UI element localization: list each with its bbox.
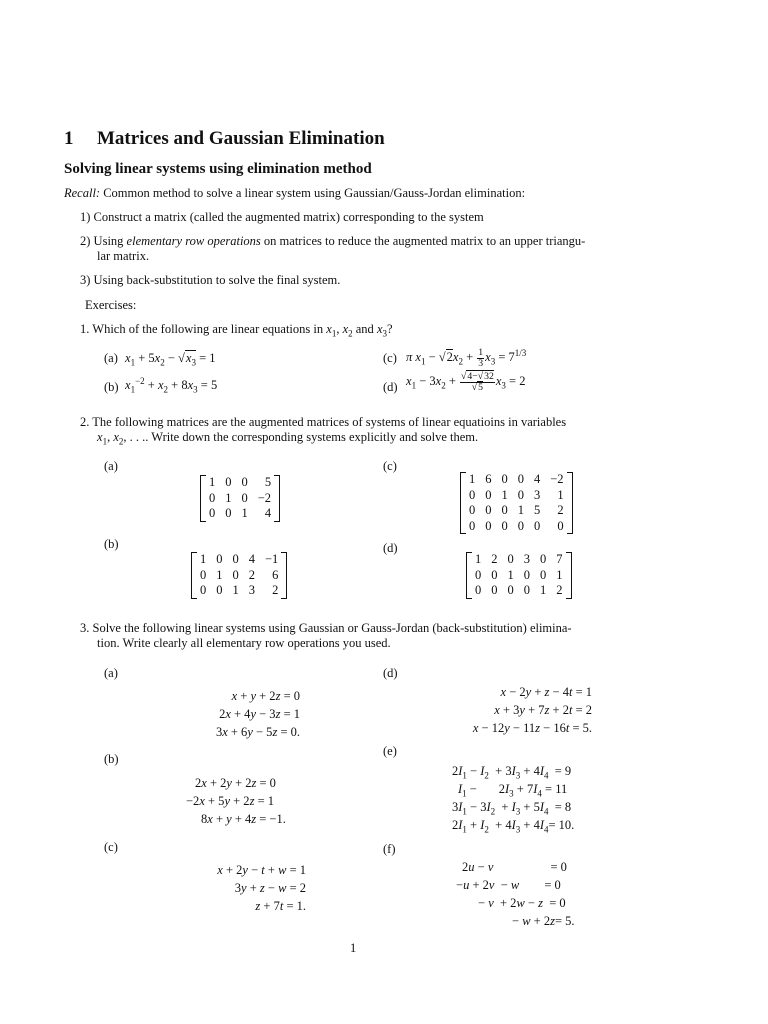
- step-2: 2) Using elementary row operations on matrices to reduce the augmented matrix to an upper triangu-: [80, 234, 586, 248]
- exercise-3-c-label: (c): [104, 840, 118, 854]
- matrix-entry: 0: [501, 503, 508, 517]
- exercise-2-prompt: 2. The following matrices are the augmented matrices of systems of linear equatioins in variables: [80, 415, 567, 429]
- matrix-entry: 0: [491, 567, 498, 582]
- matrix-entry: 0: [517, 518, 524, 533]
- matrix-entry: 0: [501, 518, 508, 533]
- matrix-entry: 0: [475, 583, 482, 597]
- step-2-emphasis: elementary row operations: [126, 234, 261, 248]
- step-3: 3) Using back-substitution to solve the final system.: [80, 273, 341, 287]
- matrix-entry: 0: [200, 583, 207, 597]
- matrix-2c: [460, 472, 573, 534]
- matrix-entry: 1: [209, 475, 216, 489]
- exercise-2-c-label: (c): [383, 459, 397, 473]
- matrix-entry: 3: [534, 487, 541, 502]
- matrix-entry: 0: [216, 552, 223, 566]
- matrix-entry: 1: [557, 487, 564, 502]
- matrix-entry: 5: [264, 475, 272, 489]
- recall-paragraph: [64, 186, 525, 201]
- exercise-1-d-label: (d): [383, 380, 398, 394]
- matrix-entry: 7: [556, 552, 563, 566]
- matrix-entry: 0: [517, 472, 524, 486]
- matrix-entry: 0: [241, 475, 248, 489]
- matrix-entry: 1: [517, 503, 524, 517]
- exercise-3-b-label: (b): [104, 752, 119, 766]
- matrix-entry: 1: [200, 552, 207, 566]
- matrix-entry: 6: [272, 567, 279, 582]
- matrix-2d: [466, 552, 572, 599]
- matrix-entry: 3: [248, 583, 255, 597]
- system-3a: x + y + 2z = 0 2x + 4y − 3z = 1 3x + 6y − 5z = 0.: [215, 689, 300, 739]
- matrix-entry: 0: [540, 567, 547, 582]
- system-3d: x − 2y + z − 4t = 1 x + 3y + 7z + 2t = 2 x − 12y − 11z − 16t = 5.: [472, 685, 592, 735]
- matrix-entry: 6: [485, 472, 492, 486]
- matrix-entry: 4: [264, 506, 272, 520]
- matrix-entry: 5: [534, 503, 541, 517]
- system-3f: 2u − v = 0 −u + 2v − w = 0 − v + 2w − z = 0 − w + 2z= 5.: [456, 860, 575, 928]
- matrix-entry: 0: [469, 487, 476, 502]
- exercise-1-b-label: (b): [104, 380, 119, 394]
- matrix-entry: −2: [257, 490, 272, 505]
- matrix-entry: 0: [507, 552, 514, 566]
- matrix-entry: 0: [225, 506, 232, 520]
- exercise-1-c-equation: π $x_1 - √2x_2$ + $\frac{1}{3}$ $x_3 = 7^{1/3}$: [406, 347, 527, 369]
- matrix-entry: 0: [209, 506, 216, 520]
- matrix-2b: [191, 552, 287, 599]
- exercise-1-c-label: (c): [383, 351, 397, 365]
- section-title: Matrices and Gaussian Elimination: [97, 128, 385, 149]
- matrix-entry: 1: [507, 567, 514, 582]
- recall-text: Common method to solve a linear system using Gaussian/Gauss-Jordan elimination:: [103, 186, 526, 200]
- matrix-entry: 1: [556, 567, 563, 582]
- exercise-3-d-label: (d): [383, 666, 398, 680]
- matrix-entry: 0: [523, 567, 530, 582]
- section-number: 1: [64, 128, 74, 149]
- matrix-entry: 0: [491, 583, 498, 597]
- matrix-entry: 0: [232, 552, 239, 566]
- matrix-entry: 0: [507, 583, 514, 597]
- matrix-entry: 0: [517, 487, 524, 502]
- exercise-2-d-label: (d): [383, 541, 398, 555]
- matrix-entry: 0: [557, 518, 564, 533]
- matrix-entry: −2: [550, 472, 564, 486]
- exercise-1-prompt: 1. Which of the following are linear equations in $x_1$, $x_2$ and $x_3$?: [80, 322, 393, 339]
- system-3b: 2x + 2y + 2z = 0 −2x + 5y + 2z = 1 8x + y + 4z = −1.: [186, 776, 286, 826]
- step-2-continuation: lar matrix.: [97, 249, 150, 263]
- matrix-entry: 1: [469, 472, 476, 486]
- matrix-entry: 4: [248, 552, 255, 566]
- matrix-entry: 2: [491, 552, 498, 566]
- matrix-entry: 2: [272, 583, 279, 597]
- matrix-entry: 0: [540, 552, 547, 566]
- exercises-label: Exercises:: [85, 298, 137, 312]
- matrix-2a: [200, 475, 280, 522]
- matrix-entry: 1: [241, 506, 248, 520]
- matrix-entry: 0: [523, 583, 530, 597]
- matrix-entry: 0: [200, 567, 207, 582]
- matrix-entry: 0: [232, 567, 239, 582]
- exercise-3-a-label: (a): [104, 666, 118, 680]
- step-1: 1) Construct a matrix (called the augmented matrix) corresponding to the system: [80, 210, 484, 224]
- matrix-entry: 2: [248, 567, 255, 582]
- exercise-3-prompt-line2: tion. Write clearly all elementary row operations you used.: [97, 636, 391, 650]
- exercise-3-e-label: (e): [383, 744, 397, 758]
- matrix-entry: 0: [225, 475, 232, 489]
- exercise-1-a-equation: $x_1 + 5x_2 - √x_3 = 1$: [125, 351, 216, 368]
- exercise-2-b-label: (b): [104, 537, 119, 551]
- exercise-2-prompt-line2: $x_1$, $x_2$, . . .. Write down the corresponding systems explicitly and solve them.: [97, 430, 479, 447]
- matrix-entry: 1: [216, 567, 223, 582]
- matrix-entry: 0: [485, 487, 492, 502]
- matrix-entry: 4: [534, 472, 541, 486]
- matrix-entry: 1: [232, 583, 239, 597]
- matrix-entry: 0: [241, 490, 248, 505]
- matrix-entry: 0: [534, 518, 541, 533]
- subsection-heading: Solving linear systems using elimination method: [64, 161, 372, 177]
- exercise-1-b-equation: $x_1^{-2} + x_2 + 8x_3 = 5$: [125, 375, 218, 395]
- matrix-entry: 2: [557, 503, 564, 517]
- matrix-entry: 0: [469, 503, 476, 517]
- matrix-entry: 0: [216, 583, 223, 597]
- matrix-entry: 0: [485, 503, 492, 517]
- matrix-entry: 1: [501, 487, 508, 502]
- system-3e: $2I_1 - I_2 + 3I_3 + 4I_4 = 9$ $I_1$ − $2I_3 + 7I_4 = 11$ $3I_1 - 3I_2 + I_3 + 5I_4 = 8$ $2I_1 + I_2 + 4I_3 + 4I_4= 10$.: [452, 764, 575, 835]
- matrix-entry: 2: [556, 583, 563, 597]
- matrix-entry: 1: [540, 583, 547, 597]
- exercise-2-a-label: (a): [104, 459, 118, 473]
- page-number: 1: [350, 941, 357, 955]
- recall-label: Recall:: [64, 186, 101, 200]
- exercise-1-a-label: (a): [104, 351, 118, 365]
- system-3c: x + 2y − t + w = 1 3y + z − w = 2 z + 7t = 1.: [217, 863, 306, 913]
- matrix-entry: 0: [209, 490, 216, 505]
- matrix-entry: −1: [265, 552, 279, 566]
- matrix-entry: 0: [475, 567, 482, 582]
- matrix-entry: 1: [475, 552, 482, 566]
- exercise-1-d-equation: $x_1 - 3x_2$ + $\frac{√4-√32}{√5}$ $x_3 = 2$: [406, 371, 526, 393]
- exercise-3-prompt: 3. Solve the following linear systems using Gaussian or Gauss-Jordan (back-substitution) elimina-: [80, 621, 572, 635]
- matrix-entry: 3: [523, 552, 530, 566]
- matrix-entry: 0: [469, 518, 476, 533]
- section-heading: [64, 128, 385, 150]
- matrix-entry: 1: [225, 490, 232, 505]
- matrix-entry: 0: [501, 472, 508, 486]
- matrix-entry: 0: [485, 518, 492, 533]
- exercise-3-f-label: (f): [383, 842, 396, 856]
